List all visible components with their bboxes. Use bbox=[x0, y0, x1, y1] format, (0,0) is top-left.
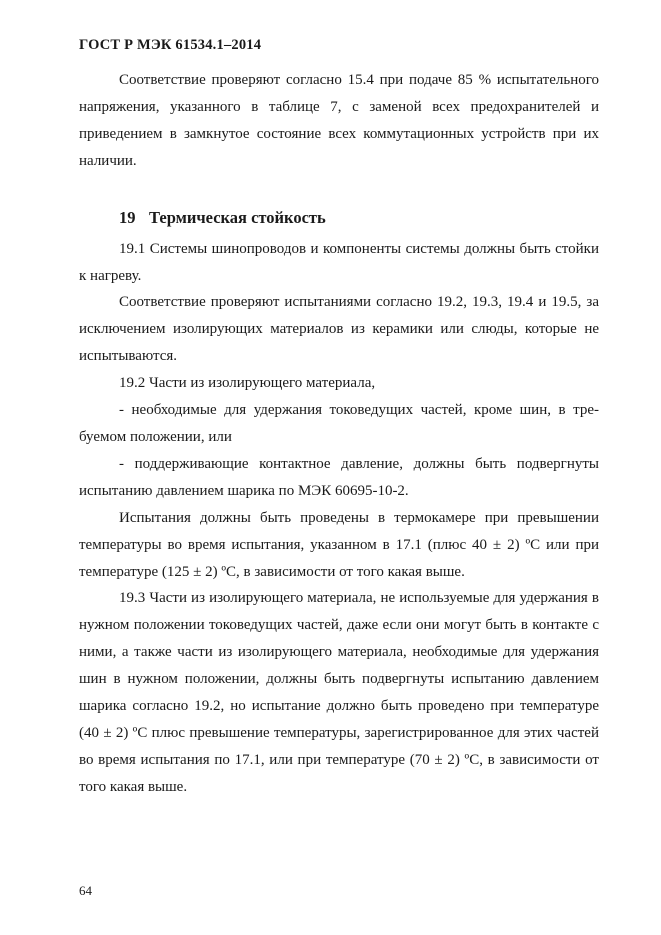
paragraph-19-2: 19.2 Части из изолирующего материала, bbox=[119, 375, 376, 392]
page-body bbox=[79, 67, 599, 801]
list-item-contact-pressure: - поддерживающие контактное давление, должны быть подвергнуты испытанию давлением шарика по МЭК 60695-10-2. bbox=[79, 455, 599, 499]
page-number: 64 bbox=[79, 883, 92, 898]
paragraph-compliance-tests: Соответствие проверяют испытаниями согласно 19.2, 19.3, 19.4 и 19.5, за исключением изолирующих материалов из керамики или слюды, которые не испытываются. bbox=[79, 294, 599, 365]
paragraph-19-3: 19.3 Части из изолирующего материала, не используемые для удержания в нужном положении токоведущих частей, даже если они могут быть в контакте с ними, а также части из изолирующего материала, необходимые для удержания шин в нужном положении, должны быть подвергнуты испытанию давлением шарика согласно 19.2, но испытание должно быть проведено при температуре (40 ± 2) ºC плюс превышение температуры, зарегистрированное для этих частей во время испытания по 17.1, или при температуре (70 ± 2) ºC, в зависимости от того какая выше. bbox=[79, 590, 599, 795]
section-title: Термическая стойкость bbox=[149, 207, 326, 227]
paragraph-compliance-15-4: Соответствие проверяют согласно 15.4 при подаче 85 % испытательного напряжения, указанного в таблице 7, с заменой всех предохранителей и приведением в замкнутое состояние всех коммутационных устройств при их наличии. bbox=[79, 72, 599, 169]
paragraph-test-conditions: Испытания должны быть проведены в термокамере при превышении температуры во время испытания, указанном в 17.1 (плюс 40 ± 2) ºC или при температуре (125 ± 2) ºC, в зависимости от того какая выше. bbox=[79, 509, 599, 580]
document-header: ГОСТ Р МЭК 61534.1–2014 bbox=[79, 37, 262, 53]
paragraph-19-1: 19.1 Системы шинопроводов и компоненты системы должны быть стойки к нагреву. bbox=[79, 240, 599, 284]
section-heading bbox=[79, 204, 599, 232]
section-number: 19 bbox=[119, 207, 136, 227]
list-item-holding-parts: - необходимые для удержания токоведущих частей, кроме шин, в требуемом положении, или bbox=[79, 402, 599, 445]
